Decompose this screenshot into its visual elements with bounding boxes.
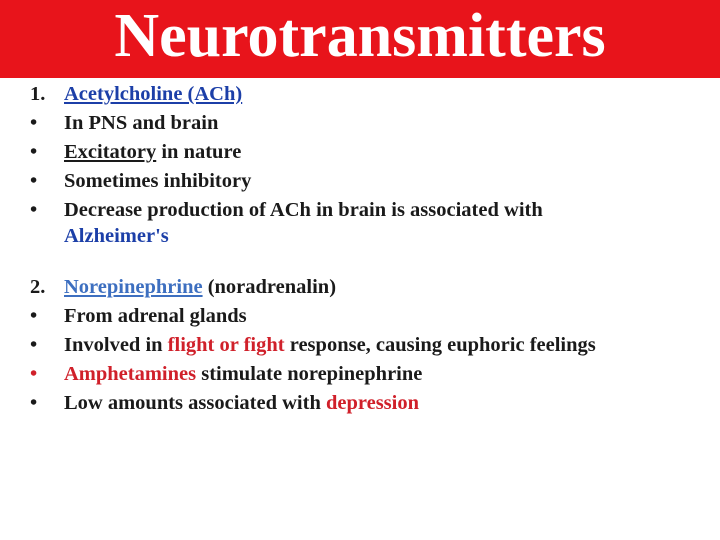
heading-line bbox=[64, 273, 336, 302]
section-number: 1. bbox=[30, 83, 46, 105]
alzheimers-term: Alzheimer's bbox=[64, 225, 169, 247]
bullet: • bbox=[30, 334, 38, 356]
section-2-heading bbox=[0, 273, 720, 302]
list-item bbox=[0, 360, 720, 389]
bullet: • bbox=[30, 112, 38, 134]
bullet: • bbox=[30, 199, 38, 221]
section-1-heading bbox=[0, 80, 720, 109]
bullet-text bbox=[64, 138, 241, 167]
bullet: • bbox=[30, 141, 38, 163]
section-number: 2. bbox=[30, 276, 46, 298]
list-item bbox=[0, 138, 720, 167]
bullet: • bbox=[30, 392, 38, 414]
bullet-text-rest: in nature bbox=[156, 141, 242, 163]
title-banner bbox=[0, 0, 720, 78]
slide-title: Neurotransmitters bbox=[114, 2, 606, 70]
list-item bbox=[0, 109, 720, 138]
amphetamines-term: Amphetamines bbox=[64, 363, 197, 385]
list-item bbox=[0, 196, 720, 225]
list-item-continuation bbox=[0, 225, 720, 251]
depression-term: depression bbox=[325, 392, 419, 414]
list-item bbox=[0, 167, 720, 196]
bullet: • bbox=[30, 363, 38, 385]
heading-rest: (noradrenalin) bbox=[202, 276, 337, 298]
slide-body bbox=[0, 80, 720, 418]
acetylcholine-heading: Acetylcholine (ACh) bbox=[64, 83, 243, 105]
bullet-text bbox=[64, 389, 419, 418]
bullet-text-before: Involved in bbox=[64, 334, 168, 356]
excitatory-term: Excitatory bbox=[64, 141, 157, 163]
bullet-text-before: Low amounts associated with bbox=[64, 392, 326, 414]
norepinephrine-heading: Norepinephrine bbox=[64, 276, 203, 298]
bullet: • bbox=[30, 305, 38, 327]
bullet-text bbox=[64, 331, 596, 360]
list-item bbox=[0, 389, 720, 418]
bullet: • bbox=[30, 170, 38, 192]
bullet-text: Decrease production of ACh in brain is associated with bbox=[64, 199, 543, 221]
bullet-text-after: stimulate norepinephrine bbox=[196, 363, 423, 385]
bullet-text: Sometimes inhibitory bbox=[64, 170, 252, 192]
bullet-text: From adrenal glands bbox=[64, 305, 247, 327]
flight-or-fight-term: flight or fight bbox=[167, 334, 285, 356]
list-item bbox=[0, 302, 720, 331]
bullet-text bbox=[64, 360, 422, 389]
list-item bbox=[0, 331, 720, 360]
bullet-text: In PNS and brain bbox=[64, 112, 219, 134]
bullet-text-after: response, causing euphoric feelings bbox=[284, 334, 596, 356]
